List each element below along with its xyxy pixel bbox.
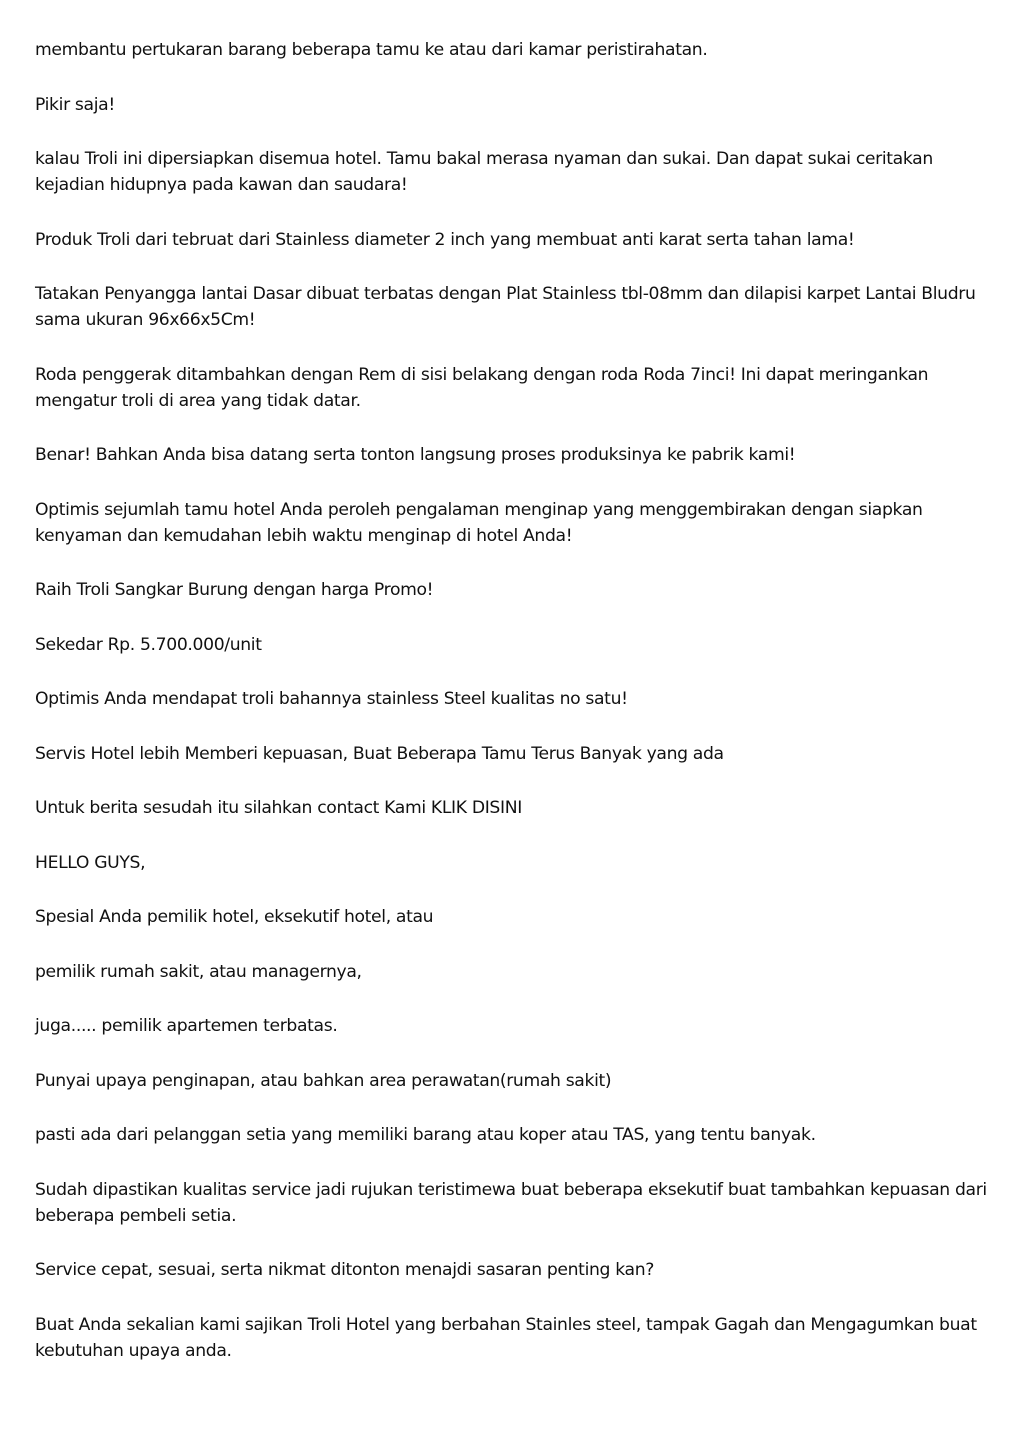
paragraph-7: Benar! Bahkan Anda bisa datang serta tonton langsung proses produksinya ke pabrik kami! (35, 445, 796, 465)
price-paragraph: Sekedar Rp. 5.700.000/unit (35, 634, 262, 655)
paragraph-16: pemilik rumah sakit, atau managernya, (35, 961, 362, 982)
paragraph-22: Buat Anda sekalian kami sajikan Troli Hotel yang berbahan Stainles steel, tampak Gagah dan Mengagumkan buat kebutuhan upaya anda. (35, 1314, 977, 1361)
paragraph-8: Optimis sejumlah tamu hotel Anda peroleh pengalaman menginap yang menggembirakan dengan siapkan kenyaman dan kemudahan lebih waktu menginap di hotel Anda! (35, 499, 923, 546)
greeting-paragraph: HELLO GUYS, (35, 852, 146, 873)
document-page (35, 37, 995, 1392)
paragraph-6: Roda penggerak ditambahkan dengan Rem di sisi belakang dengan roda Roda 7inci! Ini dapat meringankan mengatur troli di area yang tidak datar. (35, 364, 929, 411)
paragraph-4: Produk Troli dari tebruat dari Stainless diameter 2 inch yang membuat anti karat serta tahan lama! (35, 229, 855, 250)
paragraph-5: Tatakan Penyangga lantai Dasar dibuat terbatas dengan Plat Stainless tbl-08mm dan dilapisi karpet Lantai Bludru sama ukuran 96x66x5Cm! (35, 284, 976, 330)
paragraph-21: Service cepat, sesuai, serta nikmat ditonton menajdi sasaran penting kan? (35, 1260, 655, 1280)
paragraph-18: Punyai upaya penginapan, atau bahkan area perawatan(rumah sakit) (35, 1070, 612, 1091)
paragraph-17: juga..... pemilik apartemen terbatas. (35, 1016, 338, 1036)
paragraph-12: Servis Hotel lebih Memberi kepuasan, Buat Beberapa Tamu Terus Banyak yang ada (35, 743, 724, 764)
contact-paragraph: Untuk berita sesudah itu silahkan contact Kami KLIK DISINI (35, 798, 522, 818)
paragraph-9: Raih Troli Sangkar Burung dengan harga Promo! (35, 580, 434, 600)
paragraph-19: pasti ada dari pelanggan setia yang memiliki barang atau koper atau TAS, yang tentu banyak. (35, 1125, 816, 1145)
paragraph-20: Sudah dipastikan kualitas service jadi rujukan teristimewa buat beberapa eksekutif buat tambahkan kepuasan dari beberapa pembeli setia. (35, 1179, 987, 1226)
paragraph-15: Spesial Anda pemilik hotel, eksekutif hotel, atau (35, 907, 434, 927)
paragraph-2: Pikir saja! (35, 94, 115, 115)
paragraph-1: membantu pertukaran barang beberapa tamu ke atau dari kamar peristirahatan. (35, 40, 708, 60)
paragraph-3: kalau Troli ini dipersiapkan disemua hotel. Tamu bakal merasa nyaman dan sukai. Dan dapat sukai ceritakan kejadian hidupnya pada kawan dan saudara! (35, 149, 933, 195)
paragraph-11: Optimis Anda mendapat troli bahannya stainless Steel kualitas no satu! (35, 689, 628, 709)
